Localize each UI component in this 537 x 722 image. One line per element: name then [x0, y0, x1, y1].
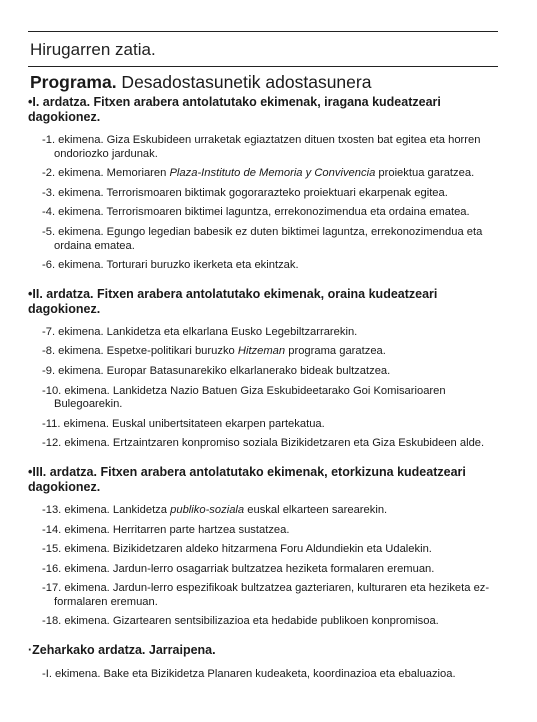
document-page [28, 31, 498, 688]
initiative-list [28, 326, 498, 451]
list-item: -10. ekimena. Lankidetza Nazio Batuen Giza Eskubideetarako Goi Komisarioaren Bulegoarekin. [42, 384, 446, 411]
axis-section-transversal [28, 643, 498, 682]
list-item: -7. ekimena. Lankidetza eta elkarlana Eusko Legebiltzarrarekin. [42, 325, 358, 338]
list-item: -17. ekimena. Jardun-lerro espezifikoak bultzatzea gazteriaren, kulturaren eta heziketa ez-formalaren eremuan. [42, 582, 490, 608]
list-item: -18. ekimena. Gizartearen sentsibilizazioa eta hedabide publikoen konpromisoa. [42, 615, 439, 628]
list-item: -3. ekimena. Terrorismoaren biktimak gogorarazteko proiektuari ekarpenak egitea. [42, 186, 448, 199]
program-title-rest: Desadostasunetik adostasunera [116, 72, 372, 92]
axis-section-2 [28, 287, 498, 451]
list-item: -5. ekimena. Egungo legedian babesik ez duten biktimei laguntza, errekonozimendua eta ordaina ematea. [42, 225, 483, 252]
axis-section-1 [28, 95, 498, 273]
axis-title: •II. ardatza. Fitxen arabera antolatutako ekimenak, oraina kudeatzeari dagokionez. [28, 286, 438, 316]
list-item: -14. ekimena. Herritarren parte hartzea sustatzea. [42, 523, 290, 536]
list-item: -11. ekimena. Euskal unibertsitateen ekarpen partekatua. [42, 417, 325, 430]
list-item: -1. ekimena. Giza Eskubideen urraketak egiaztatzen dituen txosten bat egitea eta horren ondoriozko jardunak. [42, 134, 481, 160]
part-title: Hirugarren zatia. [30, 40, 156, 59]
initiative-list [28, 668, 498, 682]
list-item: -I. ekimena. Bake eta Bizikidetza Planaren kudeaketa, koordinazioa eta ebaluazioa. [42, 668, 456, 681]
list-item: -15. ekimena. Bizikidetzaren aldeko hitzarmena Foru Aldundiekin eta Udalekin. [42, 543, 432, 556]
list-item: -12. ekimena. Ertzaintzaren konpromiso soziala Bizikidetzaren eta Giza Eskubideen alde. [42, 437, 485, 450]
axis-title: •I. ardatza. Fitxen arabera antolatutako ekimenak, iragana kudeatzeari dagokionez. [28, 95, 441, 124]
axis-title: •III. ardatza. Fitxen arabera antolatutako ekimenak, etorkizuna kudeatzeari dagokionez. [28, 464, 466, 494]
list-item: -6. ekimena. Torturari buruzko ikerketa eta ekintzak. [42, 259, 299, 272]
axis-section-3 [28, 465, 498, 629]
initiative-list [28, 504, 498, 629]
list-item: -2. ekimena. Memoriaren Plaza-Instituto de Memoria y Convivencia proiektua garatzea. [42, 167, 475, 180]
list-item: -13. ekimena. Lankidetza publiko-soziala euskal elkarteen sarearekin. [42, 503, 388, 516]
list-item: -16. ekimena. Jardun-lerro osagarriak bultzatzea heziketa formalaren eremuan. [42, 562, 435, 575]
program-title-bold: Programa. [30, 72, 117, 92]
program-title [30, 72, 498, 92]
axis-title: ·Zeharkako ardatza. Jarraipena. [28, 643, 216, 658]
list-item: -8. ekimena. Espetxe-politikari buruzko Hitzeman programa garatzea. [42, 345, 386, 358]
list-item: -4. ekimena. Terrorismoaren biktimei laguntza, errekonozimendua eta ordaina ematea. [42, 206, 470, 219]
middle-rule [28, 66, 498, 67]
initiative-list [28, 134, 498, 273]
list-item: -9. ekimena. Europar Batasunarekiko elkarlanerako bideak bultzatzea. [42, 364, 391, 377]
